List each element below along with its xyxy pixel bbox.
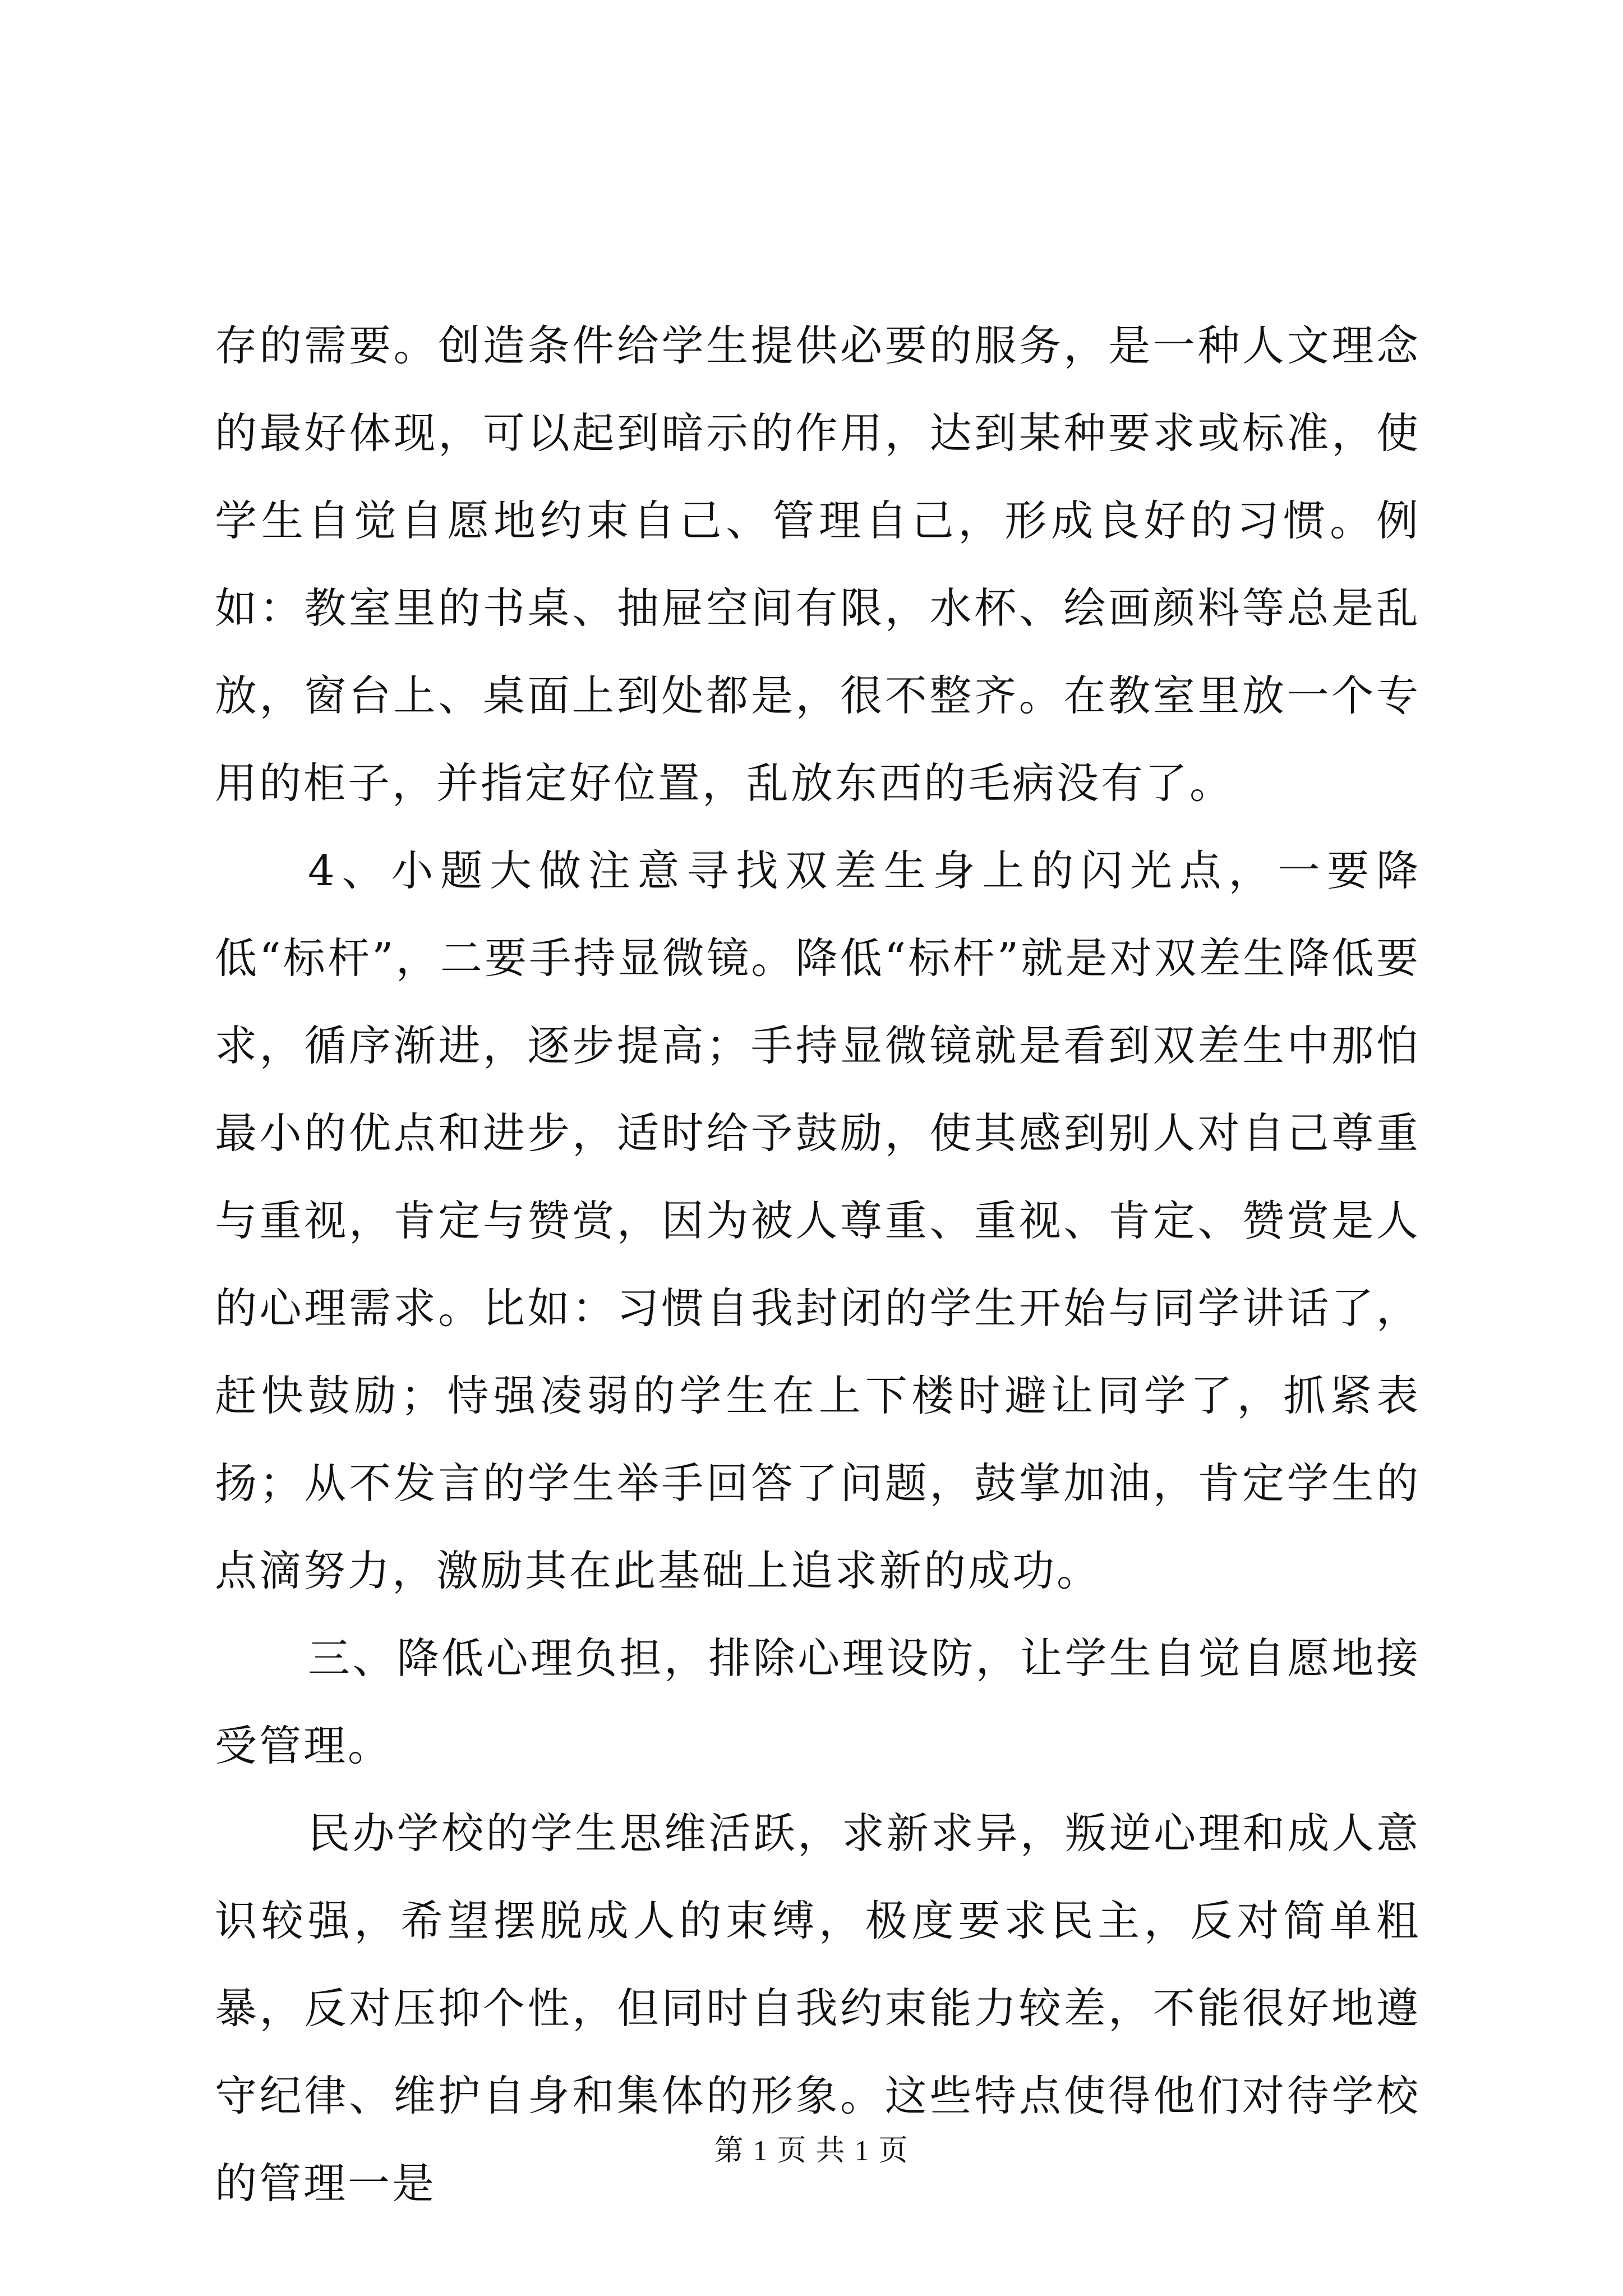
page-footer: 第 1 页 共 1 页 <box>714 2135 909 2167</box>
paragraph-student-traits: 民办学校的学生思维活跃，求新求异，叛逆心理和成人意识较强，希望摆脱成人的束缚，极度要求民主，反对简单粗暴，反对压抑个性，但同时自我约束能力较差，不能很好地遵守纪律、维护自身和集体的形象。这些特点使得他们对待学校的管理一是 <box>215 1809 1421 2208</box>
section-heading-three: 三、降低心理负担，排除心理设防，让学生自觉自愿地接受管理。 <box>215 1634 1421 1770</box>
paragraph-item-4: 4、小题大做注意寻找双差生身上的闪光点，一要降低“标杆”，二要手持显微镜。降低“标杆”就是对双差生降低要求，循序渐进，逐步提高；手持显微镜就是看到双差生中那怕最小的优点和进步，适时给予鼓励，使其感到别人对自己尊重与重视，肯定与赞赏，因为被人尊重、重视、肯定、赞赏是人的心理需求。比如：习惯自我封闭的学生开始与同学讲话了，赶快鼓励；恃强凌弱的学生在上下楼时避让同学了，抓紧表扬；从不发言的学生举手回答了问题，鼓掌加油，肯定学生的点滴努力，激励其在此基础上追求新的成功。 <box>215 846 1421 1595</box>
document-body <box>215 302 1421 2227</box>
paragraph-continuation: 存的需要。创造条件给学生提供必要的服务，是一种人文理念的最好体现，可以起到暗示的作用，达到某种要求或标准，使学生自觉自愿地约束自己、管理自己，形成良好的习惯。例如：教室里的书桌、抽屉空间有限，水杯、绘画颜料等总是乱放，窗台上、桌面上到处都是，很不整齐。在教室里放一个专用的柜子，并指定好位置，乱放东西的毛病没有了。 <box>215 321 1421 808</box>
